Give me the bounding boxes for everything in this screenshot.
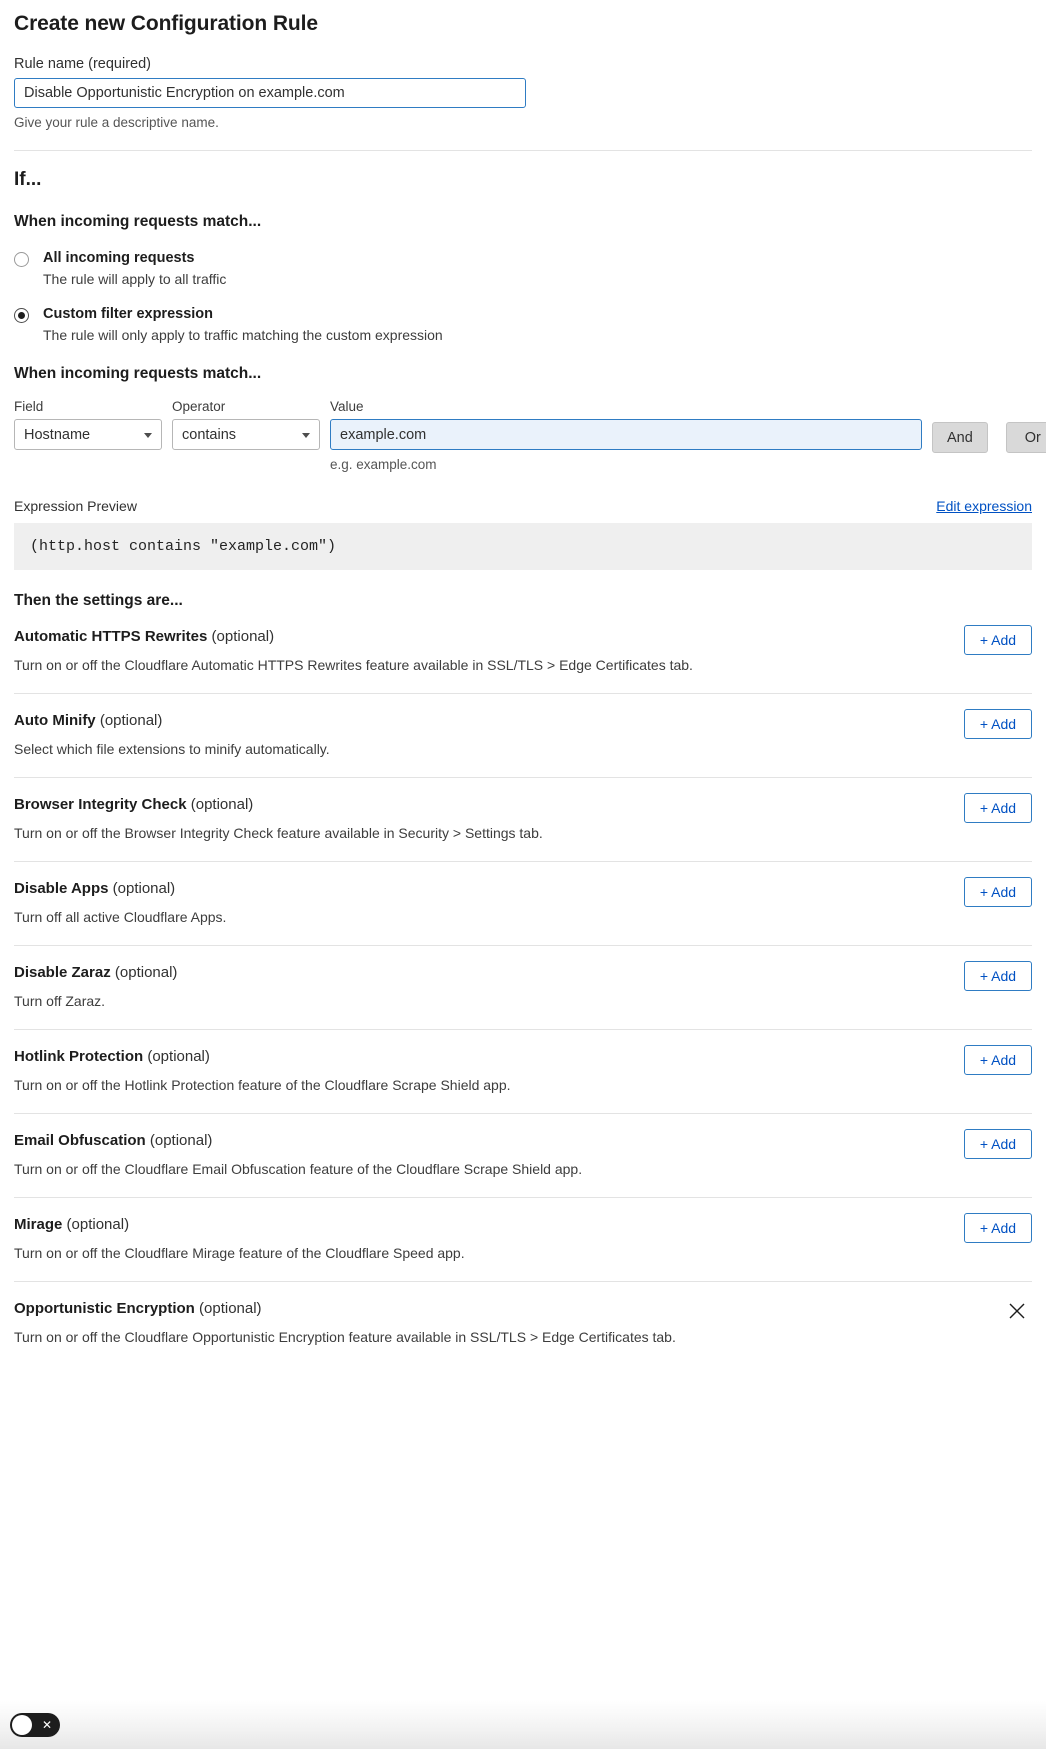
operator-select-value: contains (182, 426, 237, 443)
setting-title (14, 1300, 1032, 1317)
radio-all-incoming-requests[interactable] (14, 249, 1032, 287)
rule-name-help: Give your rule a descriptive name. (14, 115, 219, 130)
toggle-off-icon: ✕ (41, 1718, 52, 1732)
opportunistic-encryption-toggle[interactable] (10, 1713, 60, 1737)
value-hint: e.g. example.com (330, 457, 437, 473)
operator-select[interactable] (172, 419, 320, 450)
setting-row (14, 946, 1032, 1030)
add-button[interactable]: + Add (964, 877, 1032, 907)
setting-row (14, 778, 1032, 862)
setting-row-active (14, 1282, 1032, 1365)
setting-title (14, 628, 1032, 645)
add-button[interactable]: + Add (964, 961, 1032, 991)
setting-optional: (optional) (99, 712, 163, 730)
and-button[interactable]: And (932, 422, 988, 453)
or-button[interactable]: Or (1006, 422, 1046, 453)
expression-preview-label: Expression Preview (14, 498, 137, 515)
field-select[interactable] (14, 419, 162, 450)
setting-optional: (optional) (190, 796, 254, 814)
page-title: Create new Configuration Rule (14, 12, 318, 35)
setting-optional: (optional) (147, 1048, 210, 1066)
expression-preview-box: (http.host contains "example.com") (14, 523, 1032, 570)
setting-title (14, 964, 1032, 981)
setting-description: Turn on or off the Cloudflare Email Obfuscation feature of the Cloudflare Scrape Shield app. (14, 1161, 583, 1178)
opportunistic-encryption-toggle-bar (0, 1701, 1046, 1749)
add-button[interactable]: + Add (964, 625, 1032, 655)
setting-description: Turn on or off the Cloudflare Mirage feature of the Cloudflare Speed app. (14, 1245, 465, 1262)
field-select-value: Hostname (24, 426, 91, 443)
radio-description: The rule will apply to all traffic (43, 271, 227, 288)
and-column (932, 422, 988, 453)
setting-optional: (optional) (66, 1216, 130, 1234)
radio-icon[interactable] (14, 252, 29, 267)
setting-row (14, 610, 1032, 694)
setting-description: Turn on or off the Cloudflare Automatic HTTPS Rewrites feature available in SSL/TLS > Edge Certificates tab. (14, 657, 693, 674)
setting-optional: (optional) (149, 1132, 213, 1150)
radio-label: All incoming requests (43, 250, 195, 266)
setting-name: Hotlink Protection (14, 1048, 144, 1066)
setting-description: Turn off all active Cloudflare Apps. (14, 909, 227, 926)
add-button[interactable]: + Add (964, 709, 1032, 739)
radio-label: Custom filter expression (43, 306, 214, 323)
then-section-heading: Then the settings are... (14, 592, 183, 610)
setting-description: Select which file extensions to minify automatically. (14, 741, 330, 758)
setting-optional: (optional) (211, 628, 275, 646)
operator-label: Operator (172, 399, 226, 415)
setting-row (14, 694, 1032, 778)
expression-builder-heading: When incoming requests match... (14, 365, 262, 383)
setting-name: Automatic HTTPS Rewrites (14, 628, 208, 646)
field-column (14, 399, 162, 450)
field-label: Field (14, 399, 44, 415)
if-section-heading: If... (14, 169, 42, 190)
value-column (330, 399, 922, 472)
setting-name: Browser Integrity Check (14, 796, 187, 814)
setting-name: Email Obfuscation (14, 1132, 146, 1150)
add-button[interactable]: + Add (964, 1213, 1032, 1243)
setting-row (14, 1114, 1032, 1198)
expression-preview-header (14, 498, 1032, 514)
setting-row (14, 1030, 1032, 1114)
setting-row (14, 1198, 1032, 1282)
edit-expression-link[interactable]: Edit expression (936, 498, 1032, 515)
setting-name: Auto Minify (14, 712, 96, 730)
add-button[interactable]: + Add (964, 1045, 1032, 1075)
toggle-knob (12, 1715, 32, 1735)
setting-name: Opportunistic Encryption (14, 1300, 195, 1318)
chevron-down-icon (302, 433, 310, 438)
rule-name-input[interactable] (14, 78, 526, 108)
operator-column (172, 399, 320, 450)
setting-title (14, 1132, 1032, 1149)
setting-name: Disable Apps (14, 880, 109, 898)
value-input[interactable] (330, 419, 922, 450)
setting-description: Turn off Zaraz. (14, 993, 106, 1010)
setting-title (14, 880, 1032, 897)
radio-icon-selected[interactable] (14, 308, 29, 323)
configuration-rule-form (0, 12, 1046, 1365)
setting-row (14, 862, 1032, 946)
setting-name: Disable Zaraz (14, 964, 111, 982)
setting-name: Mirage (14, 1216, 63, 1234)
radio-custom-filter-expression[interactable] (14, 305, 1032, 343)
add-button[interactable]: + Add (964, 1129, 1032, 1159)
add-button[interactable]: + Add (964, 793, 1032, 823)
setting-title (14, 712, 1032, 729)
setting-description: Turn on or off the Browser Integrity Check feature available in Security > Settings tab. (14, 825, 543, 842)
setting-optional: (optional) (114, 964, 178, 982)
rule-name-label: Rule name (required) (14, 56, 152, 72)
setting-description: Turn on or off the Cloudflare Opportunistic Encryption feature available in SSL/TLS > Edge Certificates tab. (14, 1329, 676, 1346)
value-label: Value (330, 399, 364, 415)
match-heading: When incoming requests match... (14, 213, 262, 230)
close-icon[interactable] (1006, 1300, 1028, 1322)
setting-description: Turn on or off the Hotlink Protection feature of the Cloudflare Scrape Shield app. (14, 1077, 511, 1094)
setting-title (14, 1048, 1032, 1065)
or-column (1006, 422, 1046, 453)
setting-optional: (optional) (112, 880, 176, 898)
radio-description: The rule will only apply to traffic matching the custom expression (43, 327, 443, 344)
setting-optional: (optional) (199, 1300, 262, 1318)
chevron-down-icon (144, 433, 152, 438)
setting-title (14, 796, 1032, 813)
divider (14, 150, 1032, 151)
setting-title (14, 1216, 1032, 1233)
expression-builder-row (14, 399, 1041, 473)
